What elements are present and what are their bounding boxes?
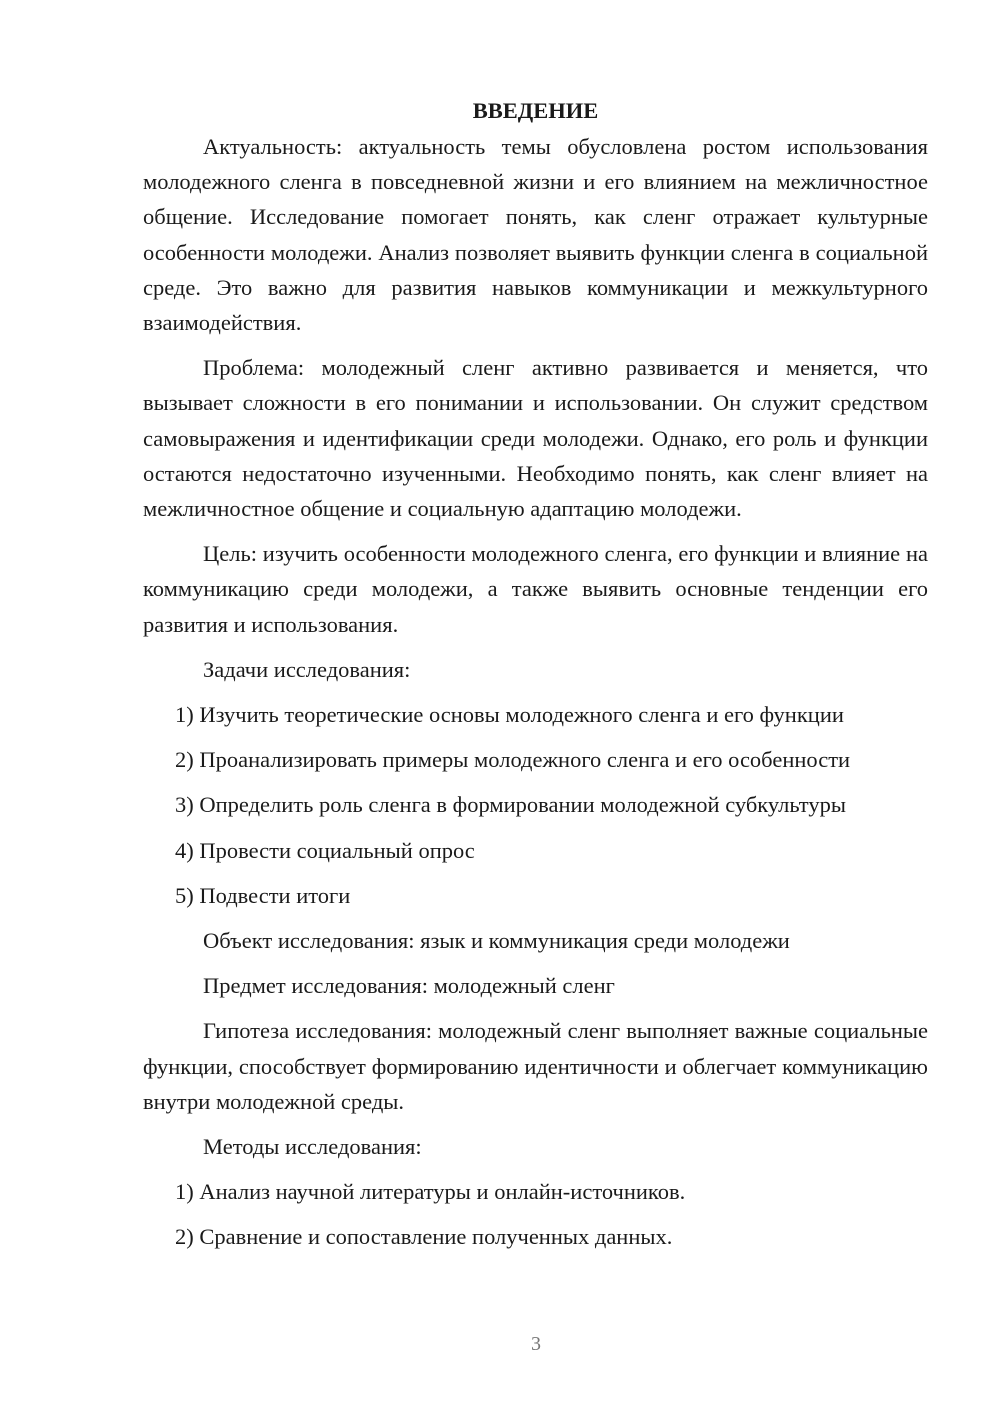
list-item: 4) Провести социальный опрос bbox=[175, 837, 475, 863]
page-title: ВВЕДЕНИЕ bbox=[472, 98, 599, 123]
page-content bbox=[143, 92, 928, 1255]
page-number: 3 bbox=[531, 1333, 541, 1355]
goal-paragraph: Цель: изучить особенности молодежного сленга, его функции и влияние на коммуникацию среди молодежи, а также выявить основные тенденции его развития и использования. bbox=[143, 541, 928, 637]
methods-label: Методы исследования: bbox=[203, 1134, 422, 1160]
tasks-label: Задачи исследования: bbox=[203, 656, 411, 682]
subject-line: Предмет исследования: молодежный сленг bbox=[203, 973, 615, 999]
tasks-list bbox=[143, 697, 928, 913]
list-item: 5) Подвести итоги bbox=[175, 882, 351, 908]
list-item: 1) Анализ научной литературы и онлайн-источников. bbox=[175, 1179, 686, 1205]
object-line: Объект исследования: язык и коммуникация среди молодежи bbox=[203, 928, 790, 954]
relevance-paragraph: Актуальность: актуальность темы обусловлена ростом использования молодежного сленга в повседневной жизни и его влиянием на межличностное общение. Исследование помогает понять, как сленг отражает культурные особенности молодежи. Анализ позволяет выявить функции сленга в социальной среде. Это важно для развития навыков коммуникации и межкультурного взаимодействия. bbox=[143, 134, 928, 336]
hypothesis-paragraph: Гипотеза исследования: молодежный сленг выполняет важные социальные функции, способствует формированию идентичности и облегчает коммуникацию внутри молодежной среды. bbox=[143, 1018, 928, 1114]
list-item: 2) Сравнение и сопоставление полученных данных. bbox=[175, 1224, 673, 1250]
methods-list bbox=[143, 1174, 928, 1254]
list-item: 1) Изучить теоретические основы молодежного сленга и его функции bbox=[175, 702, 844, 728]
problem-paragraph: Проблема: молодежный сленг активно развивается и меняется, что вызывает сложности в его понимании и использовании. Он служит средством самовыражения и идентификации среди молодежи. Однако, его роль и функции остаются недостаточно изученными. Необходимо понять, как сленг влияет на межличностное общение и социальную адаптацию молодежи. bbox=[143, 355, 928, 522]
list-item: 3) Определить роль сленга в формировании молодежной субкультуры bbox=[175, 792, 846, 818]
list-item: 2) Проанализировать примеры молодежного сленга и его особенности bbox=[175, 747, 851, 773]
